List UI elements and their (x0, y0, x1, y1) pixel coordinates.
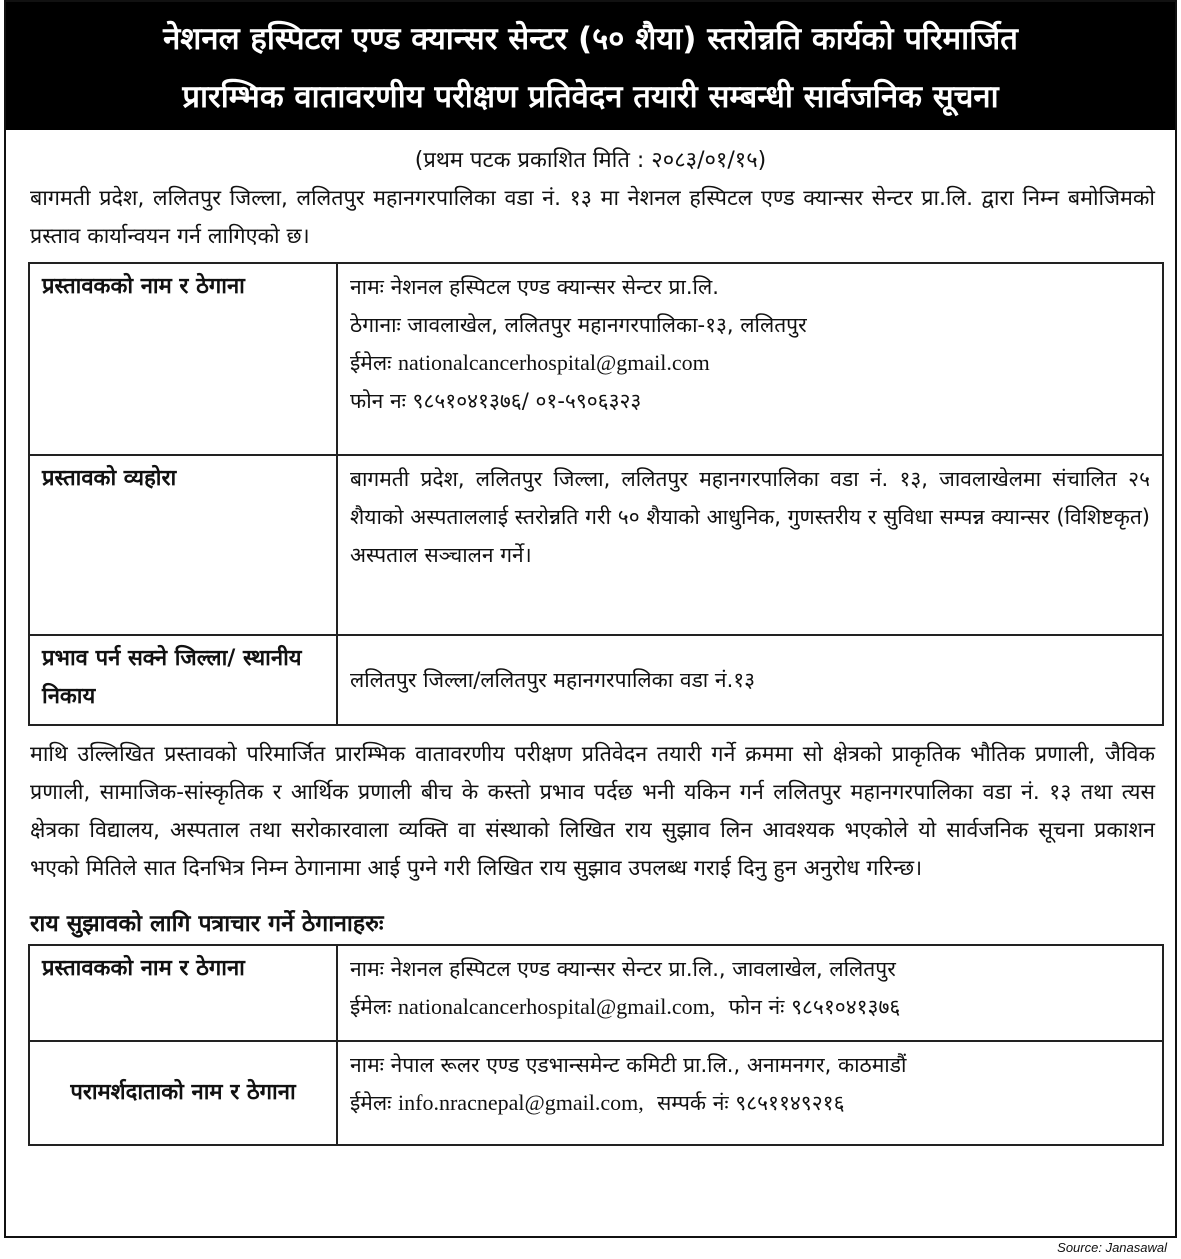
proponent-contact (337, 945, 1163, 1041)
publish-date: (प्रथम पटक प्रकाशित मिति : २०८३/०१/१५) (414, 148, 767, 173)
email-label: ईमेलः (350, 995, 392, 1019)
table-row (29, 1041, 1163, 1145)
notice (4, 0, 1177, 1238)
notice-title (6, 2, 1175, 130)
email-link[interactable]: nationalcancerhospital@gmail.com (398, 350, 710, 375)
table-row (29, 263, 1163, 455)
proponent-name: नामः नेशनल हस्पिटल एण्ड क्यान्सर सेन्टर प्रा.लि. (350, 275, 719, 299)
proponent-details (337, 263, 1163, 455)
proponent-phone: फोन नः ९८५१०४१३७६/ ०१-५९०६३२३ (350, 389, 642, 413)
consultant-contact (337, 1041, 1163, 1145)
source-credit: Source: Janasawal (1057, 1240, 1167, 1255)
email-link[interactable]: nationalcancerhospital@gmail.com, (398, 994, 716, 1019)
contacts-heading: राय सुझावको लागि पत्राचार गर्ने ठेगानाहरुः (30, 911, 384, 937)
proposal-description: बागमती प्रदेश, ललितपुर जिल्ला, ललितपुर महानगरपालिका वडा नं. १३, जावलाखेलमा संचालित २५ शैयाको अस्पताललाई स्तरोन्नति गरी ५० शैयाको आधुनिक, गुणस्तरीय र सुविधा सम्पन्न क्यान्सर (विशिष्टकृत) अस्पताल सञ्चालन गर्ने। (337, 455, 1163, 635)
contact-line (350, 1084, 1150, 1122)
contact-line (350, 988, 1150, 1026)
table-row (29, 945, 1163, 1041)
table-row (29, 635, 1163, 725)
proposal-table (28, 262, 1164, 726)
title-line-2: प्रारम्भिक वातावरणीय परीक्षण प्रतिवेदन तयारी सम्बन्धी सार्वजनिक सूचना (182, 79, 999, 115)
contact-name: नामः नेपाल रूलर एण्ड एडभान्समेन्ट कमिटी प्रा.लि., अनामनगर, काठमाडौं (350, 1053, 907, 1077)
contacts-table (28, 944, 1164, 1146)
body-paragraph: माथि उल्लिखित प्रस्तावको परिमार्जित प्रारम्भिक वातावरणीय परीक्षण प्रतिवेदन तयारी गर्ने क्रममा सो क्षेत्रको प्राकृतिक भौतिक प्रणाली, जैविक प्रणाली, सामाजिक-सांस्कृतिक र आर्थिक प्रणाली बीच के कस्तो प्रभाव पर्दछ भनी यकिन गर्न ललितपुर महानगरपालिका वडा नं. १३ तथा त्यस क्षेत्रका विद्यालय, अस्पताल तथा सरोकारवाला व्यक्ति वा संस्थाको लिखित राय सुझाव लिन आवश्यक भएकोले यो सार्वजनिक सूचना प्रकाशन भएको मितिले सात दिनभित्र निम्न ठेगानामा आई पुग्ने गरी लिखित राय सुझाव उपलब्ध गराई दिनु हुन अनुरोध गरिन्छ। (30, 742, 1155, 881)
proponent-address: ठेगानाः जावलाखेल, ललितपुर महानगरपालिका-१३, ललितपुर (350, 313, 807, 337)
row-label: प्रस्तावको व्यहोरा (29, 455, 337, 635)
affected-area: ललितपुर जिल्ला/ललितपुर महानगरपालिका वडा नं.१३ (337, 635, 1163, 725)
contact-phone: फोन नंः ९८५१०४१३७६ (728, 995, 901, 1019)
row-label: प्रभाव पर्न सक्ने जिल्ला/ स्थानीय निकाय (29, 635, 337, 725)
proponent-email (350, 344, 1150, 382)
email-label: ईमेलः (350, 1091, 392, 1115)
email-link[interactable]: info.nracnepal@gmail.com, (398, 1090, 644, 1115)
contact-name: नामः नेशनल हस्पिटल एण्ड क्यान्सर सेन्टर प्रा.लि., जावलाखेल, ललितपुर (350, 957, 896, 981)
row-label: परामर्शदाताको नाम र ठेगाना (29, 1041, 337, 1145)
table-row (29, 455, 1163, 635)
title-line-1: नेशनल हस्पिटल एण्ड क्यान्सर सेन्टर (५० शैया) स्तरोन्नति कार्यको परिमार्जित (163, 21, 1018, 57)
intro-paragraph: बागमती प्रदेश, ललितपुर जिल्ला, ललितपुर महानगरपालिका वडा नं. १३ मा नेशनल हस्पिटल एण्ड क्यान्सर सेन्टर प्रा.लि. द्वारा निम्न बमोजिमको प्रस्ताव कार्यान्वयन गर्न लागिएको छ। (30, 186, 1155, 249)
row-label: प्रस्तावकको नाम र ठेगाना (29, 263, 337, 455)
row-label: प्रस्तावकको नाम र ठेगाना (29, 945, 337, 1041)
email-label: ईमेलः (350, 351, 392, 375)
contact-phone: सम्पर्क नंः ९८५११४९२१६ (657, 1091, 845, 1115)
